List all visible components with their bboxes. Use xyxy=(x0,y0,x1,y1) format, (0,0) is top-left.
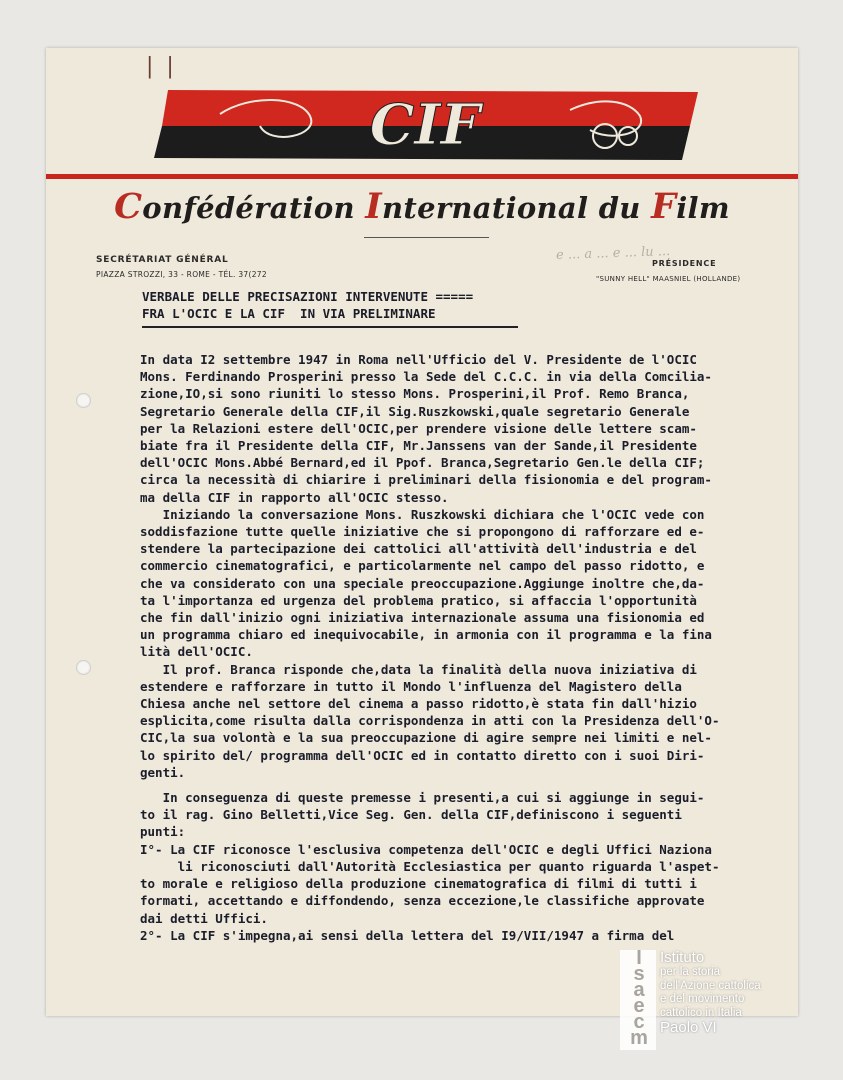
handwritten-marks: | | xyxy=(146,54,177,79)
text-line: CIC,la sua volontà e la sua preoccupazione di agire sempre nei limiti e nel- xyxy=(140,730,712,746)
text-line: dell'OCIC Mons.Abbé Bernard,ed il Ppof. Branca,Segretario Gen.le della CIF; xyxy=(140,455,705,471)
text-line: ma della CIF in rapporto all'OCIC stesso. xyxy=(140,489,449,505)
text-line: estendere e rafforzare in tutto il Mondo l'influenza del Magistero della xyxy=(140,678,682,694)
watermark-letter: I xyxy=(636,947,642,969)
paragraph xyxy=(140,506,780,661)
watermark-line: Paolo VI xyxy=(660,1019,717,1036)
watermark-letter: m xyxy=(630,1027,648,1049)
text-line: commercio cinematografici, e particolarmente nel campo del passo ridotto, e xyxy=(140,558,705,574)
secretariat-heading: SECRÉTARIAT GÉNÉRAL xyxy=(96,255,229,265)
text-line: to il rag. Gino Belletti,Vice Seg. Gen. della CIF,definiscono i seguenti xyxy=(140,807,682,823)
watermark-line: Istituto xyxy=(660,949,705,966)
punch-hole xyxy=(76,660,91,675)
text-line: che va considerato con una speciale preoccupazione.Aggiunge inoltre che,da- xyxy=(140,575,705,591)
organization-title xyxy=(46,186,798,227)
watermark-letter: a xyxy=(633,979,645,1001)
watermark-line: cattolico in Italia xyxy=(660,1006,742,1019)
presidency-heading: PRÉSIDENCE xyxy=(652,259,717,268)
text-line: Chiesa anche nel settore del cinema a passo ridotto,è stata fin dall'hizio xyxy=(140,696,697,712)
text-line: circa la necessità di chiarire i preliminari della fisionomia e del program- xyxy=(140,472,712,488)
text-line: ta l'importanza ed urgenza del problema pratico, si affaccia l'opportunità xyxy=(140,592,697,608)
paragraph xyxy=(140,789,780,944)
logo-text: CIF xyxy=(369,92,481,158)
text-line: Il prof. Branca risponde che,data la finalità della nuova iniziativa di xyxy=(140,661,697,677)
text-line: Iniziando la conversazione Mons. Ruszkowski dichiara che l'OCIC vede con xyxy=(140,506,705,522)
text-line: dai detti Uffici. xyxy=(140,910,268,926)
text-line: li riconosciuti dall'Autorità Ecclesiastica per quanto riguarda l'aspet- xyxy=(140,858,720,874)
paragraph xyxy=(140,351,780,506)
title-underline xyxy=(364,237,489,238)
text-line: che fin dall'inizio ogni iniziativa internazionale assuma una fisionomia ed xyxy=(140,610,705,626)
watermark-letter: s xyxy=(633,963,645,985)
title-cap: I xyxy=(365,186,382,227)
watermark-logo xyxy=(620,947,656,1050)
text-line: soddisfazione tutte quelle iniziative che si propongono di rafforzare ed e- xyxy=(140,524,705,540)
text-line: lo spirito del/ programma dell'OCIC ed in contatto diretto con i suoi Diri- xyxy=(140,747,705,763)
text-line: lità dell'OCIC. xyxy=(140,644,253,660)
text-line: punti: xyxy=(140,824,186,840)
watermark-line: dell'Azione cattolica xyxy=(660,979,761,992)
text-line: genti. xyxy=(140,764,186,780)
text-line: biate fra il Presidente della CIF, Mr.Janssens van der Sande,il Presidente xyxy=(140,438,697,454)
title-cap: C xyxy=(114,186,143,227)
text-line: I°- La CIF riconosce l'esclusiva competenza dell'OCIC e degli Uffici Naziona xyxy=(140,841,712,857)
paragraph xyxy=(140,661,780,781)
watermark-letter: e xyxy=(633,995,645,1017)
watermark-letter: c xyxy=(633,1011,645,1033)
text-line: per la Relazioni estere dell'OCIC,per prendere visione delle lettere scam- xyxy=(140,420,697,436)
title-part: onfédération xyxy=(142,191,366,225)
paragraph-gap xyxy=(140,781,780,789)
document-title xyxy=(142,288,518,328)
title-part: du xyxy=(598,191,652,225)
title-part: ilm xyxy=(676,191,730,225)
text-line: un programma chiaro ed inequivocabile, in armonia con il programma e la fina xyxy=(140,627,712,643)
title-part: nternational xyxy=(381,191,599,225)
text-line: esplicita,come risulta dalla corrispondenza in atti con la Presidenza dell'O- xyxy=(140,713,720,729)
presidency-address: "SUNNY HELL" MAASNIEL (HOLLANDE) xyxy=(596,275,741,283)
cif-logo-banner xyxy=(150,86,700,162)
text-line: formati, accettando e diffondendo, senza eccezione,le classifiche approvate xyxy=(140,893,705,909)
text-line: 2°- La CIF s'impegna,ai sensi della lettera del I9/VII/1947 a firma del xyxy=(140,927,675,943)
watermark-line: e del movimento xyxy=(660,993,745,1005)
archive-watermark xyxy=(620,947,780,1052)
pencil-annotation: e ... a ... e ... lu ... xyxy=(555,244,671,263)
text-line: to morale e religioso della produzione cinematografica di filmi di tutti i xyxy=(140,876,697,892)
document-body xyxy=(140,351,780,944)
watermark-letters xyxy=(622,947,656,1049)
text-line: Segretario Generale della CIF,il Sig.Ruszkowski,quale segretario Generale xyxy=(140,403,690,419)
text-line: zione,IO,si sono riuniti lo stesso Mons. Prosperini,il Prof. Remo Branca, xyxy=(140,386,690,402)
title-cap: F xyxy=(651,186,677,227)
text-line: In conseguenza di queste premesse i presenti,a cui si aggiunge in segui- xyxy=(140,790,705,806)
text-line: stendere la partecipazione dei cattolici all'attività dell'industria e del xyxy=(140,541,697,557)
letterhead-rule xyxy=(46,174,798,179)
document-page xyxy=(46,48,798,1016)
text-line: Mons. Ferdinando Prosperini presso la Sede del C.C.C. in via della Comcilia- xyxy=(140,369,712,385)
title-line: FRA L'OCIC E LA CIF IN VIA PRELIMINARE xyxy=(142,306,436,321)
text-line: In data I2 settembre 1947 in Roma nell'Ufficio del V. Presidente de l'OCIC xyxy=(140,352,697,367)
title-line: VERBALE DELLE PRECISAZIONI INTERVENUTE ===== xyxy=(142,289,474,304)
secretariat-address: PIAZZA STROZZI, 33 - ROME - TÉL. 37(272 xyxy=(96,270,267,279)
title-rule xyxy=(142,326,518,328)
watermark-line: per la storia xyxy=(660,966,721,978)
punch-hole xyxy=(76,393,91,408)
watermark-text xyxy=(660,950,790,1036)
